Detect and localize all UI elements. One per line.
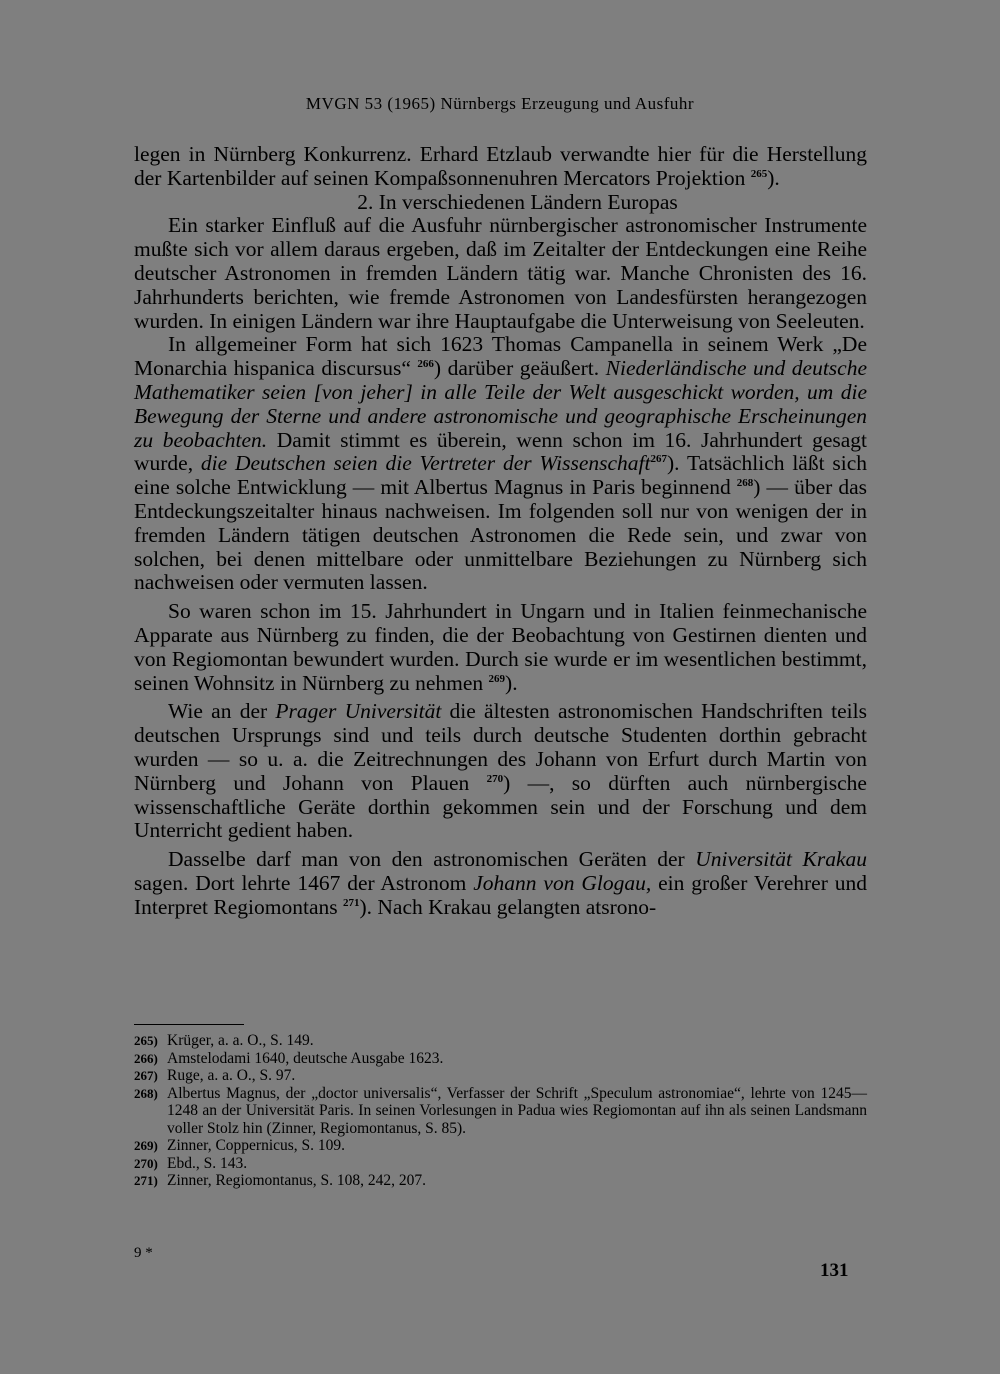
- footnote-ref: 268: [736, 477, 754, 489]
- paragraph: [134, 333, 867, 595]
- footnote-ref: 267: [650, 453, 667, 466]
- footnote-ref: 269: [488, 672, 506, 685]
- footnote-text: Zinner, Coppernicus, S. 109.: [167, 1137, 346, 1154]
- footnote-text: Krüger, a. a. O., S. 149.: [167, 1032, 314, 1049]
- footnote-text: Zinner, Regiomontanus, S. 108, 242, 207.: [167, 1172, 426, 1189]
- paragraph: [134, 700, 867, 843]
- footnote-number: 269): [134, 1138, 158, 1153]
- text-run: ).: [505, 670, 518, 695]
- footnote: [134, 1085, 867, 1138]
- footnote-number: 271): [134, 1173, 158, 1188]
- text-run: ).: [767, 165, 780, 190]
- section-heading: 2. In verschiedenen Ländern Europas: [357, 189, 678, 214]
- body-text: [134, 143, 867, 920]
- paragraph: [134, 848, 867, 919]
- text-run: die ältesten astronomischen Handschriften teils deutschen Ursprungs sind und teils durch deutsche Studenten dorthin gebracht wurden — so u. a. die Zeitrechnungen des Johann von Erfurt durch Martin von Nürnberg und Johann von Plauen: [134, 699, 867, 795]
- footnote-text: Amstelodami 1640, deutsche Ausgabe 1623.: [167, 1049, 444, 1067]
- italic-quote: die Deutschen seien die Vertreter der Wissenschaft: [200, 451, 651, 476]
- signature-mark: 9 *: [134, 1245, 153, 1261]
- footnote-ref: 270: [486, 772, 504, 785]
- text-run: Dasselbe darf man von den astronomischen Geräten der: [168, 847, 696, 872]
- footnote: [134, 1172, 867, 1190]
- text-run: ein großer Verehrer und Interpret Regiomontans: [134, 870, 867, 919]
- footnote: [134, 1155, 867, 1173]
- footnote: [134, 1050, 867, 1068]
- footnote-ref: 266: [417, 358, 434, 371]
- footnote-ref: 265: [750, 167, 768, 180]
- text-run: ). Tatsächlich läßt sich eine solche Entwicklung — mit Albertus Magnus in Paris beginnend: [134, 451, 867, 500]
- footnote-number: 265): [134, 1033, 158, 1048]
- text-run: ). Nach Krakau gelangten atsrono-: [359, 894, 657, 919]
- footnote: [134, 1032, 867, 1050]
- text-run: legen in Nürnberg Konkurrenz. Erhard Etzlaub verwandte hier für die Herstellung der Kartenbilder auf seinen Kompaßsonnenuhren Mercators Projektion: [134, 142, 867, 190]
- footnote-number: 270): [134, 1155, 158, 1171]
- footnote-number: 266): [134, 1050, 158, 1066]
- running-head: MVGN 53 (1965) Nürnbergs Erzeugung und Ausfuhr: [305, 94, 695, 113]
- italic-quote: Niederländische und deutsche Mathematiker seien [von jeher] in alle Teile der Welt ausgeschickt worden, um die Bewegung der Sterne und andere astronomische und geographische Erscheinungen zu beobachten.: [134, 356, 868, 452]
- italic-term: Johann von Glogau,: [473, 870, 652, 895]
- footnote-ref: 271: [342, 896, 360, 909]
- paragraph: Ein starker Einfluß auf die Ausfuhr nürnbergischer astronomischer Instrumente mußte sich vor allem daraus ergeben, daß im Zeitalter der Entdeckungen eine Reihe deutscher Astronomen in fremden Ländern tätig war. Manche Chronisten des 16. Jahrhunderts berichten, wie fremde Astronomen von Landesfürsten herangezogen wurden. In einigen Ländern war ihre Hauptaufgabe die Unterweisung von Seeleuten.: [134, 213, 867, 333]
- footnote: [134, 1067, 867, 1085]
- footnote-text: Ruge, a. a. O., S. 97.: [167, 1067, 296, 1084]
- page-number: 131: [820, 1260, 849, 1281]
- italic-term: Universität Krakau: [695, 847, 867, 872]
- text-run: So waren schon im 15. Jahrhundert in Ungarn und in Italien feinmechanische Apparate aus Nürnberg zu finden, die der Beobachtung von Gestirnen dienten und von Regiomontan bewundert wurden. Durch sie wurde er im wesentlichen bestimmt, seinen Wohnsitz in Nürnberg zu nehmen: [134, 599, 867, 695]
- paragraph-continuation: [134, 143, 867, 191]
- italic-term: Prager Universität: [275, 699, 442, 724]
- text-run: Damit stimmt es überein, wenn schon im 16. Jahrhundert gesagt wurde,: [134, 427, 868, 476]
- text-run: ) — über das Entdeckungszeitalter hinaus nachweisen. Im folgenden soll nur von wenigen der in fremden Ländern tätigen deutschen Astronomen die Rede sein, und zwar von solchen, bei denen mittelbare oder unmittelbare Beziehungen zu Nürnberg sich nachweisen oder vermuten lassen.: [134, 475, 867, 595]
- footnote-divider: [134, 1024, 244, 1025]
- footnote-text: Albertus Magnus, der „doctor universalis“, Verfasser der Schrift „Speculum astronomiae“, lehrte von 1245—1248 an der Universität Paris. In seinen Vorlesungen in Padua wies Regiomontan auf ihn als seinen Landsmann voller Stolz hin (Zinner, Regiomontanus, S. 85).: [167, 1084, 867, 1137]
- footnote-number: 267): [134, 1068, 158, 1083]
- text-run: ) —, so dürften auch nürnbergische wissenschaftliche Geräte dorthin gekommen sein und der Forschung und dem Unterricht gedient haben.: [134, 770, 867, 843]
- footnote-number: 268): [134, 1085, 158, 1101]
- text-run: Wie an der: [168, 699, 276, 724]
- text-run: sagen. Dort lehrte 1467 der Astronom: [134, 870, 474, 895]
- paragraph: [134, 600, 867, 695]
- footnote: [134, 1137, 867, 1155]
- footnotes: [134, 1032, 867, 1190]
- footnote-text: Ebd., S. 143.: [167, 1154, 248, 1172]
- text-run: In allgemeiner Form hat sich 1623 Thomas Campanella in seinem Werk „De Monarchia hispanica discursus“: [134, 332, 867, 381]
- text-run: ) darüber geäußert.: [433, 356, 606, 381]
